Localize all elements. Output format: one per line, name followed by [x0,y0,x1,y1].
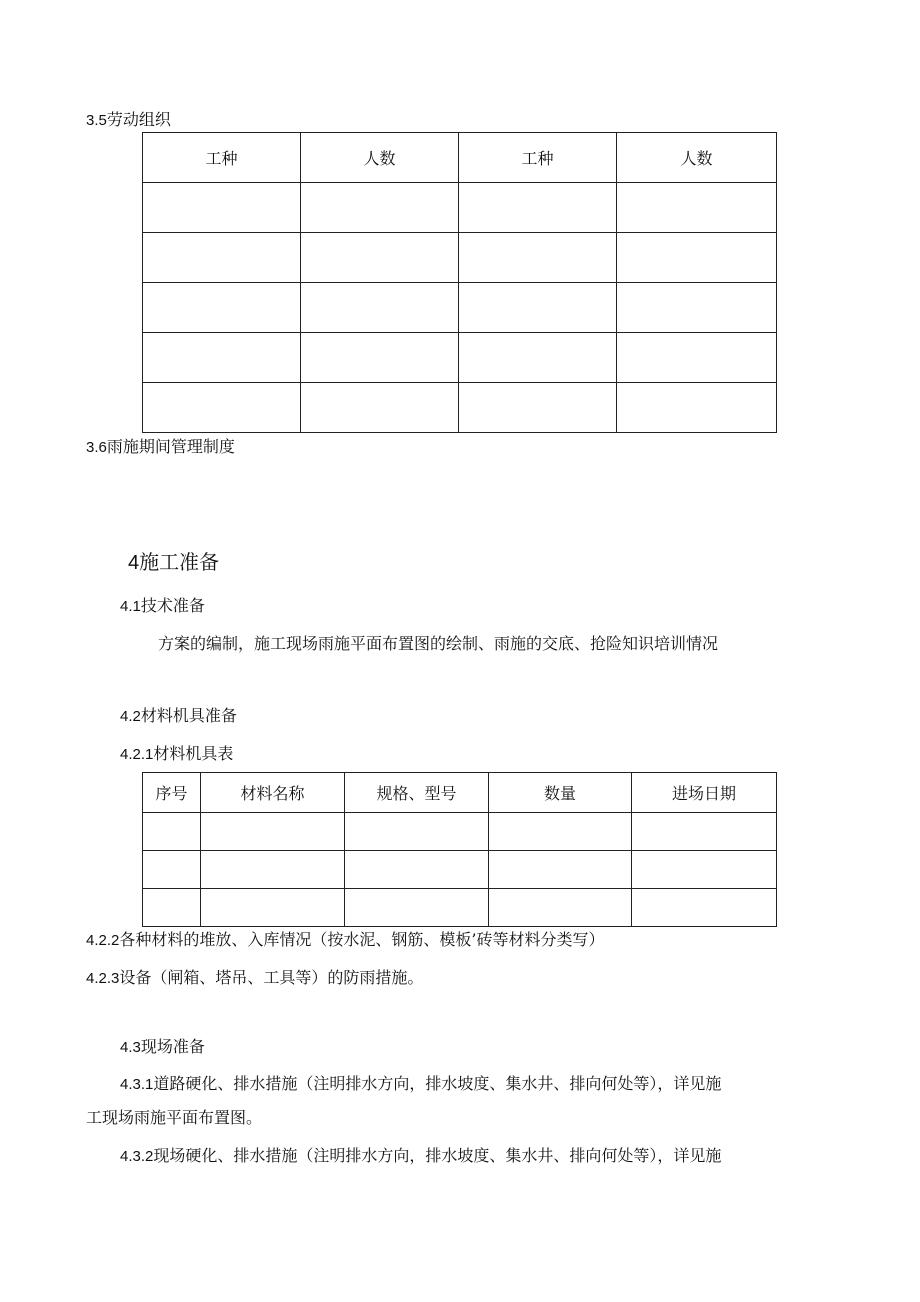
section-title: 材料机具准备 [140,706,237,725]
table-cell[interactable] [201,889,345,927]
table-cell[interactable] [345,813,489,851]
header-cell: 工种 [143,133,301,183]
header-cell: 序号 [143,773,201,813]
heading-4-2-3 [86,968,423,989]
table-cell[interactable] [143,233,301,283]
heading-3-6 [86,437,235,458]
section-number: 4.2.3 [86,970,120,987]
table-cell[interactable] [201,851,345,889]
heading-4-3 [120,1037,205,1058]
table-cell[interactable] [632,889,777,927]
table-cell[interactable] [617,233,777,283]
table-cell[interactable] [143,383,301,433]
paragraph-4-3-1 [120,1074,721,1095]
section-text: 道路硬化、排水措施（注明排水方向，排水坡度、集水井、排向何处等），详见施 [153,1074,722,1093]
section-number: 4.3.1 [120,1076,154,1093]
table-cell[interactable] [459,333,617,383]
chapter-number: 4 [128,552,140,574]
table-cell[interactable] [301,383,459,433]
table-row [143,851,777,889]
table-row [143,283,777,333]
table-header-row [143,773,777,813]
heading-4-2-1 [120,744,233,765]
table-cell[interactable] [301,283,459,333]
chapter-4-heading [128,550,219,575]
header-cell: 进场日期 [632,773,777,813]
table-row [143,813,777,851]
header-cell: 人数 [617,133,777,183]
section-number: 4.2 [120,708,141,725]
header-cell: 工种 [459,133,617,183]
table-cell[interactable] [617,383,777,433]
table-cell[interactable] [143,813,201,851]
table-cell[interactable] [459,233,617,283]
section-number: 4.3 [120,1039,141,1056]
section-number: 4.2.2 [86,932,120,949]
table-cell[interactable] [201,813,345,851]
section-number: 3.6 [86,439,107,456]
table-cell[interactable] [459,183,617,233]
table-cell[interactable] [345,889,489,927]
table-row [143,183,777,233]
heading-4-2 [120,706,237,727]
table-cell[interactable] [143,283,301,333]
section-title: 雨施期间管理制度 [106,437,235,456]
section-text: 现场硬化、排水措施（注明排水方向，排水坡度、集水井、排向何处等），详见施 [153,1146,722,1165]
header-cell: 规格、型号 [345,773,489,813]
heading-3-5 [86,110,171,131]
header-cell: 人数 [301,133,459,183]
section-number: 4.3.2 [120,1148,154,1165]
section-text: 各种材料的堆放、入库情况（按水泥、钢筋、模板’砖等材料分类写） [119,930,605,949]
paragraph-4-3-1-continued: 工现场雨施平面布置图。 [86,1108,263,1127]
table-cell[interactable] [143,889,201,927]
section-text: 设备（闸箱、塔吊、工具等）的防雨措施。 [119,968,424,987]
table-cell[interactable] [301,333,459,383]
table-cell[interactable] [459,283,617,333]
table-cell[interactable] [143,851,201,889]
table-cell[interactable] [632,851,777,889]
table-row [143,233,777,283]
table-cell[interactable] [345,851,489,889]
paragraph-4-1: 方案的编制，施工现场雨施平面布置图的绘制、雨施的交底、抢险知识培训情况 [158,634,719,653]
header-cell: 材料名称 [201,773,345,813]
section-title: 劳动组织 [106,110,171,129]
heading-4-2-2 [86,930,604,951]
table-row [143,889,777,927]
table-cell[interactable] [489,813,632,851]
section-number: 4.1 [120,598,141,615]
paragraph-4-3-2 [120,1146,721,1167]
table-cell[interactable] [143,183,301,233]
table-cell[interactable] [617,333,777,383]
table-cell[interactable] [489,889,632,927]
header-cell: 数量 [489,773,632,813]
section-title: 材料机具表 [153,744,234,763]
table-cell[interactable] [617,183,777,233]
chapter-title: 施工准备 [139,550,220,574]
materials-equipment-table [142,772,777,927]
section-number: 4.2.1 [120,746,154,763]
table-cell[interactable] [632,813,777,851]
labor-organization-table [142,132,777,433]
table-row [143,383,777,433]
section-number: 3.5 [86,112,107,129]
table-cell[interactable] [459,383,617,433]
table-row [143,333,777,383]
table-cell[interactable] [489,851,632,889]
section-title: 现场准备 [140,1037,205,1056]
table-cell[interactable] [301,183,459,233]
section-title: 技术准备 [140,596,205,615]
heading-4-1 [120,596,205,617]
table-cell[interactable] [301,233,459,283]
table-header-row [143,133,777,183]
table-cell[interactable] [143,333,301,383]
table-cell[interactable] [617,283,777,333]
